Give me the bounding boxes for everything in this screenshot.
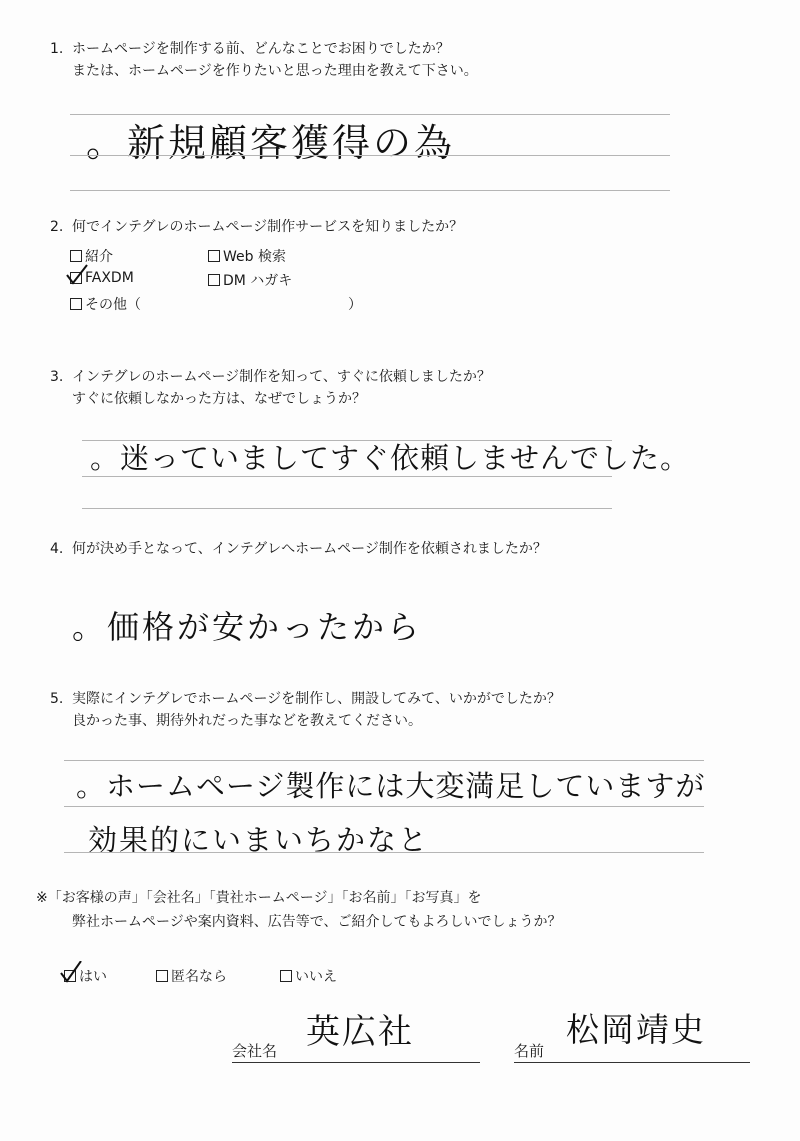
- question-text: インテグレのホームページ制作を知って、すぐに依頼しましたか？: [72, 369, 491, 385]
- answer-5-line2: 効果的にいまいちかなと: [88, 823, 430, 857]
- option-label: DM ハガキ: [223, 273, 293, 289]
- checkbox[interactable]: [156, 970, 168, 982]
- question-text-line2: すぐに依頼しなかった方は、なぜでしょうか？: [72, 391, 366, 407]
- question-number: 5.: [50, 691, 64, 707]
- consent-yes[interactable]: [64, 966, 107, 986]
- checkbox[interactable]: [208, 274, 220, 286]
- paren-close: ）: [348, 297, 362, 313]
- checkbox[interactable]: [280, 970, 292, 982]
- consent-anonymous[interactable]: [156, 966, 227, 986]
- checkbox[interactable]: [70, 298, 82, 310]
- consent-line1: ※「お客様の声」「会社名」「貴社ホームページ」「お名前」「お写真」を: [36, 890, 482, 906]
- option-other-close: [348, 294, 362, 314]
- option-label: その他（: [85, 297, 141, 313]
- question-text: 何が決め手となって、インテグレへホームページ制作を依頼されましたか？: [72, 541, 547, 557]
- company-value: 英広社: [306, 1012, 414, 1052]
- checkbox[interactable]: [70, 250, 82, 262]
- checkbox[interactable]: [208, 250, 220, 262]
- option-label: 匿名なら: [171, 969, 227, 985]
- company-label: 会社名: [232, 1042, 278, 1060]
- answer-rule: [64, 806, 704, 807]
- option-label: はい: [79, 969, 107, 985]
- question-text: 何でインテグレのホームページ制作サービスを知りましたか？: [72, 219, 464, 235]
- answer-rule: [82, 476, 612, 477]
- answer-rule: [70, 155, 670, 156]
- answer-rule: [64, 760, 704, 761]
- checkbox-checked[interactable]: [64, 970, 76, 982]
- question-number: 1.: [50, 41, 64, 57]
- option-label: いいえ: [295, 969, 337, 985]
- question-1: [50, 38, 478, 82]
- answer-rule: [64, 852, 704, 853]
- question-number: 4.: [50, 541, 64, 557]
- option-other[interactable]: [70, 294, 141, 314]
- question-4: [50, 538, 547, 560]
- option-label: FAXDM: [85, 270, 134, 286]
- consent-no[interactable]: [280, 966, 337, 986]
- name-value: 松岡靖史: [566, 1010, 706, 1049]
- option-label: Web 検索: [223, 249, 286, 265]
- answer-rule: [82, 508, 612, 509]
- question-text: 実際にインテグレでホームページを制作し、開設してみて、いかがでしたか？: [72, 691, 561, 707]
- question-text-line2: または、ホームページを作りたいと思った理由を教えて下さい。: [72, 63, 478, 79]
- checkmark-icon: [65, 263, 89, 287]
- option-faxdm[interactable]: [70, 270, 134, 286]
- question-number: 3.: [50, 369, 64, 385]
- name-label: 名前: [514, 1042, 545, 1060]
- name-underline: [514, 1062, 750, 1063]
- question-2: [50, 216, 463, 238]
- consent-line2: 弊社ホームページや案内資料、広告等で、ご紹介してもよろしいでしょうか？: [72, 914, 562, 930]
- question-number: 2.: [50, 219, 64, 235]
- checkbox-checked[interactable]: [70, 272, 82, 284]
- answer-5-line1: 。ホームページ製作には大変満足していますが: [76, 769, 706, 803]
- answer-4: 。価格が安かったから: [72, 608, 423, 646]
- question-5: [50, 688, 561, 732]
- question-text: ホームページを制作する前、どんなことでお困りでしたか？: [72, 41, 450, 57]
- checkmark-icon: [59, 961, 83, 985]
- option-dm-hagaki[interactable]: [208, 270, 292, 290]
- company-underline: [232, 1062, 480, 1063]
- answer-rule: [70, 190, 670, 191]
- question-text-line2: 良かった事、期待外れだった事などを教えてください。: [72, 713, 422, 729]
- answer-rule: [70, 114, 670, 115]
- option-web-search[interactable]: [208, 246, 286, 266]
- option-label: 紹介: [85, 249, 113, 265]
- question-3: [50, 366, 491, 410]
- answer-1: 。新規顧客獲得の為: [86, 121, 456, 165]
- answer-rule: [82, 440, 612, 441]
- answer-3: 。迷っていましてすぐ依頼しませんでした。: [90, 441, 691, 475]
